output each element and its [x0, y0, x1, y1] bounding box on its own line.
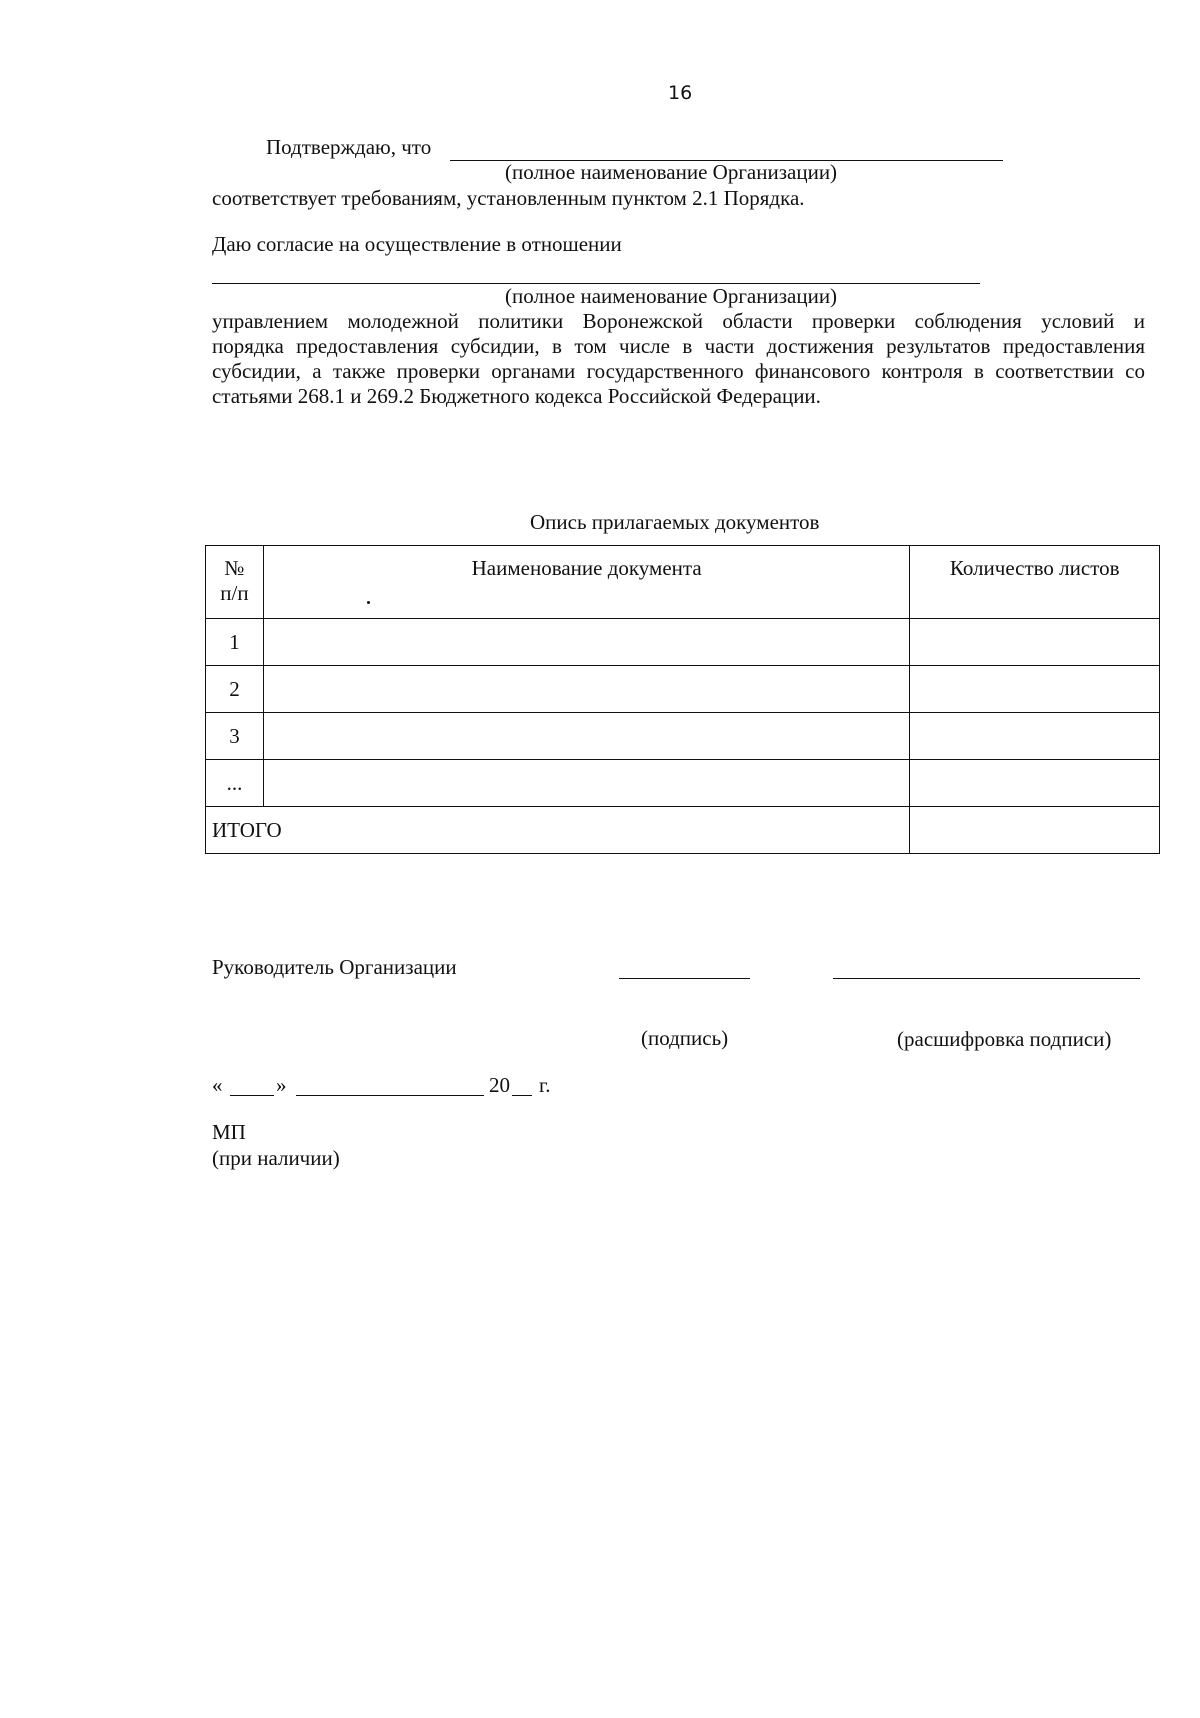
table-row [206, 666, 1160, 713]
page-number: 16 [668, 82, 693, 104]
signature-line [619, 978, 750, 979]
row-sheets-cell [910, 760, 1160, 807]
header-number-line2: п/п [220, 581, 249, 605]
inventory-title: Опись прилагаемых документов [530, 510, 820, 534]
total-sheets-cell [910, 807, 1160, 854]
row-document-cell [263, 713, 910, 760]
consent-line-2: порядка предоставления субсидии, в том числе в части достижения результатов предоставления [212, 334, 1145, 358]
date-year-line [512, 1095, 532, 1096]
table-row [206, 713, 1160, 760]
date-year-suffix: г. [539, 1073, 551, 1097]
confirm-caption: (полное наименование Организации) [505, 160, 838, 184]
row-sheets-cell [910, 666, 1160, 713]
confirm-conclusion: соответствует требованиям, установленным пунктом 2.1 Порядка. [212, 186, 805, 210]
signature-decode-line [833, 978, 1140, 979]
signature-caption: (подпись) [641, 1026, 729, 1050]
header-document-name-text: Наименование документа [471, 556, 702, 580]
scan-speck [367, 601, 370, 604]
header-sheet-count-text: Количество листов [949, 556, 1120, 580]
header-document-name [263, 546, 910, 619]
stamp-note: (при наличии) [212, 1146, 340, 1170]
date-month-line [296, 1095, 484, 1096]
stamp-label: МП [212, 1120, 246, 1144]
consent-line-4: статьями 268.1 и 269.2 Бюджетного кодекса Российской Федерации. [212, 384, 821, 408]
row-number: 1 [206, 619, 264, 666]
confirm-prefix: Подтверждаю, что [266, 135, 432, 159]
date-open-quote: « [212, 1073, 223, 1097]
header-sheet-count [910, 546, 1160, 619]
consent-line-3: субсидии, а также проверки органами государственного финансового контроля в соответствии со [212, 359, 1145, 383]
signature-decode-caption: (расшифровка подписи) [897, 1027, 1112, 1051]
consent-line-1: управлением молодежной политики Воронежской области проверки соблюдения условий и [212, 309, 1145, 333]
row-sheets-cell [910, 713, 1160, 760]
consent-prefix: Даю согласие на осуществление в отношении [212, 232, 622, 256]
table-header-row [206, 546, 1160, 619]
row-sheets-cell [910, 619, 1160, 666]
consent-caption: (полное наименование Организации) [505, 284, 838, 308]
table-row [206, 619, 1160, 666]
table-total-row [206, 807, 1160, 854]
date-close-quote: » [276, 1073, 287, 1097]
row-number: 3 [206, 713, 264, 760]
inventory-table [205, 545, 1160, 854]
total-label: ИТОГО [206, 807, 910, 854]
header-number [206, 546, 264, 619]
row-document-cell [263, 666, 910, 713]
row-number: ... [206, 760, 264, 807]
signature-role: Руководитель Организации [212, 955, 457, 979]
row-number: 2 [206, 666, 264, 713]
row-document-cell [263, 619, 910, 666]
row-document-cell [263, 760, 910, 807]
date-year-prefix: 20 [489, 1073, 510, 1097]
table-row [206, 760, 1160, 807]
header-number-line1: № [224, 556, 245, 580]
date-day-line [230, 1095, 274, 1096]
